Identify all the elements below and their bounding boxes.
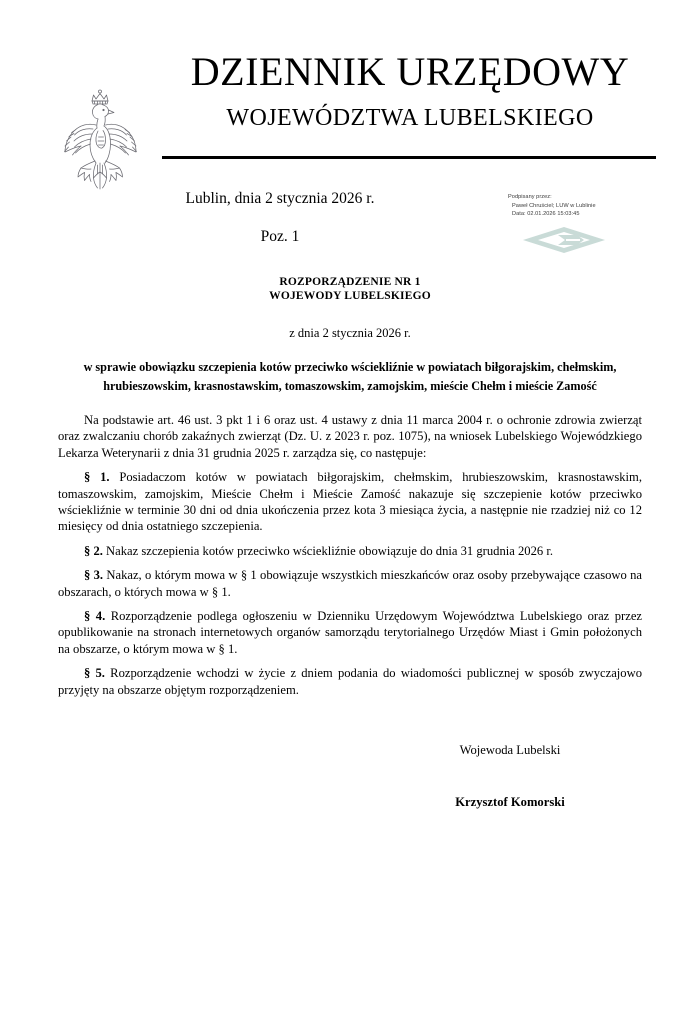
section-marker-4: § 4. xyxy=(84,609,106,624)
signature-block xyxy=(380,742,640,810)
act-body xyxy=(58,412,642,698)
section-text-5: Rozporządzenie wchodzi w życie z dniem podania do wiadomości publicznej w sposób zwyczajowo przyjęty na obszarze objętym rozporządzeniem. xyxy=(58,666,642,697)
esign-signed-by-label: Podpisany przez: xyxy=(508,194,552,200)
section-text-4: Rozporządzenie podlega ogłoszeniu w Dzienniku Urzędowym Województwa Lubelskiego oraz przez opublikowanie na stronach internetowych organów samorządu terytorialnego Urzędów Miast i Gmin położonych na obszarze, o którym mowa w § 1. xyxy=(58,609,642,656)
masthead xyxy=(0,40,700,170)
section-text-3: Nakaz, o którym mowa w § 1 obowiązuje wszystkich mieszkańców oraz osoby przebywające czasowo na obszarach, o których mowa w § 1. xyxy=(58,568,643,599)
section-text-1: Posiadaczom kotów w powiatach biłgorajskim, chełmskim, hrubieszowskim, krasnostawskim, tomaszowskim, zamojskim, Mieście Chełm i Mieście Zamość nakazuje się szczepienie kotów przeciwko wściekliźnie w terminie 30 dni od dnia ukończenia przez kota 3 miesiąca życia, a następnie nie rzadziej niż co 12 miesięcy od dnia ostatniego szczepienia. xyxy=(58,470,642,534)
masthead-titles xyxy=(160,50,660,132)
signatory-role: Wojewoda Lubelski xyxy=(459,743,561,757)
position-number: Poz. 1 xyxy=(260,228,300,245)
section-marker-2: § 2. xyxy=(84,543,103,558)
section-paragraph-4 xyxy=(58,608,642,657)
esign-date: Data: 02.01.2026 15:03:45 xyxy=(512,211,580,218)
act-heading-line-2: WOJEWODY LUBELSKIEGO xyxy=(269,290,431,302)
act-date: z dnia 2 stycznia 2026 r. xyxy=(289,326,411,340)
act-heading-line-1: ROZPORZĄDZENIE NR 1 xyxy=(279,276,421,288)
act-heading xyxy=(60,275,640,303)
masthead-divider xyxy=(162,156,656,159)
section-marker-5: § 5. xyxy=(84,666,105,681)
esign-signer-name: Paweł Chruściel; LUW w Lublinie xyxy=(512,202,596,209)
place-and-date: Lublin, dnia 2 stycznia 2026 r. xyxy=(185,190,375,207)
section-text-2: Nakaz szczepienia kotów przeciwko wściekliźnie obowiązuje do dnia 31 grudnia 2026 r. xyxy=(106,543,553,558)
section-paragraph-3 xyxy=(58,567,642,600)
polish-eagle-emblem-icon xyxy=(52,85,148,197)
signatory-name: Krzysztof Komorski xyxy=(455,795,565,809)
preamble-paragraph: Na podstawie art. 46 ust. 3 pkt 1 i 6 oraz ust. 4 ustawy z dnia 11 marca 2004 r. o ochronie zdrowia zwierząt oraz zwalczaniu chorób zakaźnych zwierząt (Dz. U. z 2023 r. poz. 1075), na wniosek Lubelskiego Wojewódzkiego Lekarza Weterynarii z dnia 31 grudnia 2025 r. zarządza się, co następuje: xyxy=(58,413,642,460)
section-paragraph-2 xyxy=(58,543,642,559)
esignature-diamond-mark-icon xyxy=(522,226,606,254)
act-subject: w sprawie obowiązku szczepienia kotów przeciwko wściekliźnie w powiatach biłgorajskim, chełmskim, hrubieszowskim, krasnostawskim, tomaszowskim, zamojskim, mieście Chełm i mieście Zamość xyxy=(83,360,617,393)
gazette-subtitle: WOJEWÓDZTWA LUBELSKIEGO xyxy=(226,105,594,132)
section-marker-3: § 3. xyxy=(84,568,104,583)
gazette-title: DZIENNIK URZĘDOWY xyxy=(190,49,630,94)
section-paragraph-1 xyxy=(58,469,642,535)
section-paragraph-5 xyxy=(58,665,642,698)
section-marker-1: § 1. xyxy=(84,470,110,485)
electronic-signature-stamp xyxy=(508,193,640,259)
